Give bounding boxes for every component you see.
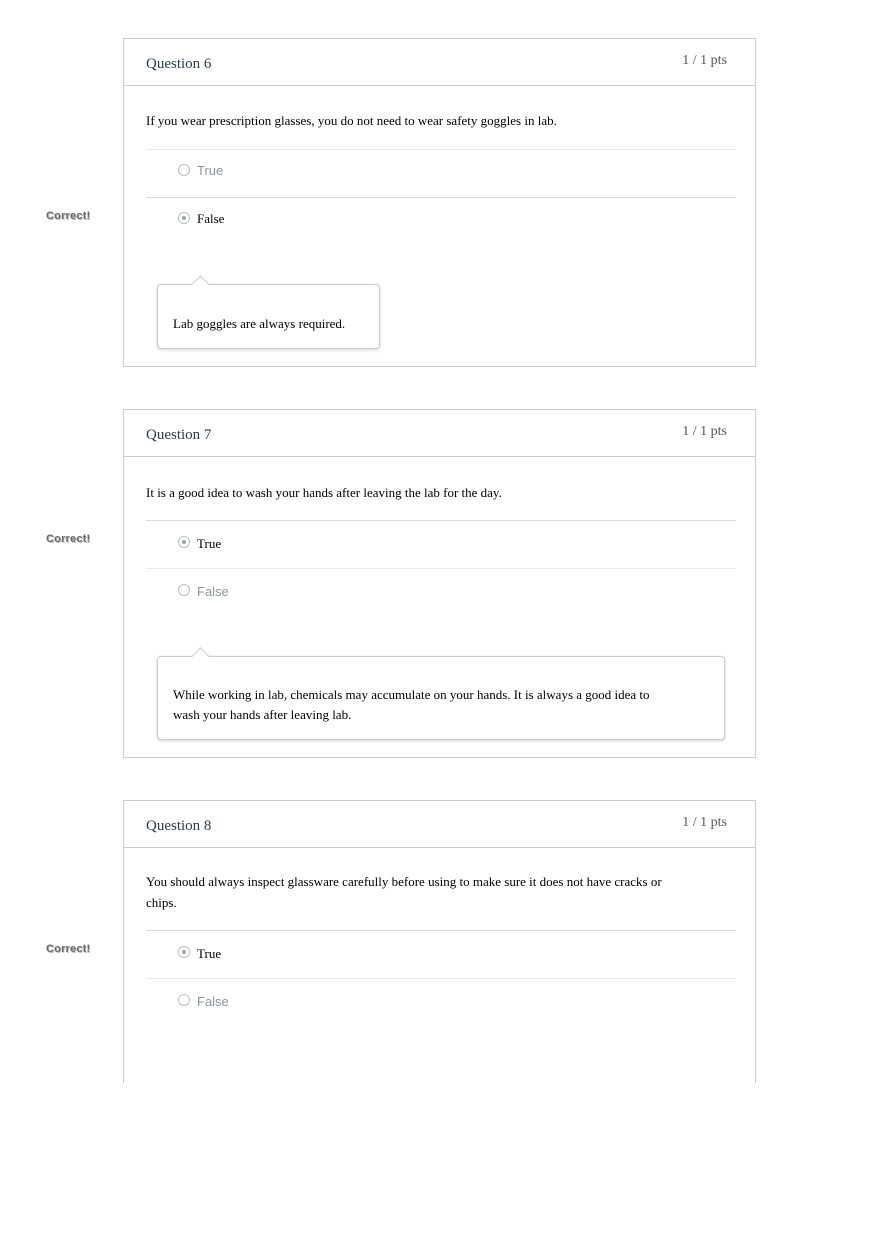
question-points: 1 / 1 pts [682, 424, 727, 439]
answer-label: True [197, 536, 222, 551]
radio-selected-icon[interactable] [178, 536, 190, 548]
answer-label: True [197, 946, 222, 961]
question-card-7 [123, 409, 756, 758]
question-header [124, 39, 755, 86]
answer-option-true[interactable] [146, 520, 736, 568]
answer-label: False [197, 994, 229, 1009]
answer-option-false[interactable] [146, 568, 736, 616]
question-points: 1 / 1 pts [682, 815, 727, 830]
radio-selected-icon[interactable] [178, 946, 190, 958]
question-text: It is a good idea to wash your hands after leaving the lab for the day. [146, 485, 502, 500]
correct-answer-flag: Correct! [46, 533, 91, 545]
radio-unselected-icon[interactable] [178, 164, 190, 176]
answer-label: False [197, 211, 225, 226]
radio-unselected-icon[interactable] [178, 584, 190, 596]
question-header [124, 410, 755, 457]
correct-answer-flag: Correct! [46, 210, 91, 222]
question-card-8 [123, 800, 756, 1083]
comment-text: Lab goggles are always required. [173, 316, 346, 331]
question-title: Question 6 [146, 56, 212, 72]
answer-option-false[interactable] [146, 197, 736, 245]
question-points: 1 / 1 pts [682, 53, 727, 68]
radio-selected-icon[interactable] [178, 212, 190, 224]
answer-label: False [197, 584, 229, 599]
question-title: Question 7 [146, 427, 212, 443]
question-title: Question 8 [146, 818, 212, 834]
answer-label: True [197, 163, 224, 178]
question-text: If you wear prescription glasses, you do not need to wear safety goggles in lab. [146, 113, 557, 128]
answer-comment [157, 284, 380, 349]
answer-comment [157, 656, 725, 740]
comment-text: While working in lab, chemicals may accumulate on your hands. It is always a good idea to wash your hands after leaving lab. [173, 687, 650, 722]
question-text: You should always inspect glassware carefully before using to make sure it does not have cracks or chips. [146, 874, 662, 910]
question-header [124, 801, 755, 848]
question-card-6 [123, 38, 756, 367]
correct-answer-flag: Correct! [46, 943, 91, 955]
radio-unselected-icon[interactable] [178, 994, 190, 1006]
answer-option-true[interactable] [146, 149, 736, 197]
answer-option-true[interactable] [146, 930, 736, 978]
answer-option-false[interactable] [146, 978, 736, 1026]
